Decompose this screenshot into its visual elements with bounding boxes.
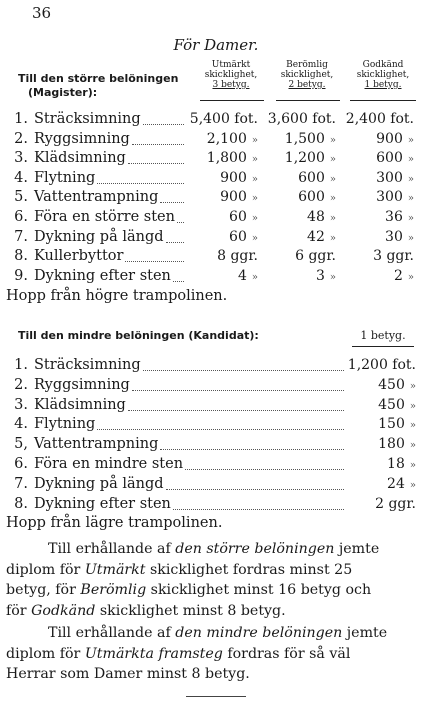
value-text: 1,800 (206, 150, 247, 167)
text: Till erhållande af (48, 625, 176, 641)
section2-heading: Till den mindre belöningen (Kandidat): (18, 329, 259, 342)
row-number: 5. (14, 189, 28, 206)
value-text: 6 ggr. (295, 248, 336, 265)
dot-leader (185, 469, 344, 470)
row-value (378, 396, 416, 414)
row-value (207, 130, 258, 148)
dot-leader (160, 449, 344, 450)
value-text: 36 (385, 209, 403, 225)
row-value (229, 228, 258, 246)
col-header-line: Berömlig (286, 60, 328, 70)
value-text: 900 (376, 130, 403, 147)
ditto-mark: » (407, 134, 414, 146)
ditto-mark: » (329, 213, 336, 224)
ditto-mark: » (329, 154, 336, 166)
row-value (295, 247, 336, 265)
row-number: 4. (14, 169, 28, 186)
col-godkand-header (346, 60, 420, 90)
dot-leader (166, 489, 344, 490)
ditto-mark: » (407, 213, 414, 224)
col-beromlig-header (272, 60, 342, 90)
dot-leader (97, 429, 344, 430)
value-text: 300 (376, 189, 403, 206)
ditto-mark: » (409, 400, 416, 412)
row-label: Sträcksimning (34, 111, 141, 127)
row-number: 2. (14, 130, 28, 147)
row-value (385, 208, 414, 226)
ditto-mark: » (409, 380, 416, 392)
value-text: 900 (220, 169, 247, 186)
emphasis: Utmärkt (84, 561, 146, 578)
dot-leader (128, 410, 344, 411)
dot-leader (173, 509, 344, 510)
text: skicklighet minst 8 betyg. (95, 602, 286, 619)
row-value (394, 267, 414, 285)
value-text: 150 (378, 416, 405, 433)
para-line (6, 539, 426, 560)
col-header-line: Godkänd (362, 60, 404, 70)
page-number: 36 (32, 4, 52, 22)
para-line (6, 560, 426, 581)
row-label: Dykning på längd (34, 228, 164, 245)
row-label: Klädsimning (34, 150, 126, 167)
dot-leader (177, 222, 184, 223)
column-brace (276, 100, 340, 101)
value-text: 300 (376, 169, 403, 186)
row-number: 7. (14, 228, 28, 245)
ditto-mark: » (251, 154, 258, 166)
text: jemte (334, 541, 380, 557)
value-text: 1,200 fot. (347, 357, 416, 373)
row-value (207, 149, 258, 167)
value-text: 2 (393, 267, 403, 284)
row-value (376, 188, 414, 206)
col-header-line: skicklighet, (204, 70, 258, 80)
dot-leader (97, 183, 184, 184)
row-label: Ryggsimning (34, 376, 130, 393)
row-label: Flytning (34, 169, 96, 186)
col-header-line: 3 betyg. (212, 80, 250, 90)
emphasis: den större belöningen (175, 541, 335, 557)
col-header-line: 1 betyg. (364, 80, 402, 90)
ditto-mark: » (251, 232, 258, 244)
value-text: 600 (376, 150, 403, 167)
row-value (348, 356, 416, 374)
row-value (378, 376, 416, 394)
dot-leader (125, 261, 184, 262)
row-number: 6. (14, 209, 28, 225)
value-text: 180 (378, 436, 405, 453)
value-text: 30 (385, 228, 403, 245)
dot-leader (128, 163, 184, 164)
value-text: 2,400 fot. (345, 111, 414, 127)
value-text: 48 (307, 209, 325, 225)
ditto-mark: » (329, 173, 336, 185)
section1-subheading: (Magister): (28, 86, 98, 99)
row-label: Dykning efter sten (34, 495, 171, 512)
row-label: Flytning (34, 416, 96, 433)
ditto-mark: » (407, 154, 414, 166)
text: diplom för (6, 645, 85, 662)
row-number: 2. (14, 376, 28, 393)
ditto-mark: » (407, 193, 414, 205)
ditto-mark: » (251, 193, 258, 205)
row-value (285, 130, 336, 148)
row-label: Vattentrampning (34, 436, 159, 453)
para-line (6, 623, 426, 644)
row-number: 1. (14, 111, 28, 127)
row-label: Föra en mindre sten (34, 456, 184, 472)
value-text: 450 (378, 396, 405, 413)
dot-leader (143, 370, 344, 371)
value-text: 3 (315, 267, 325, 284)
emphasis: Godkänd (31, 602, 96, 619)
row-label: Vattentrampning (34, 189, 159, 206)
row-value (298, 188, 336, 206)
row-value (220, 169, 258, 187)
value-text: 2 ggr. (375, 495, 416, 512)
para-line (6, 664, 426, 685)
row-value (378, 435, 416, 453)
text: Till erhållande af (48, 541, 176, 557)
row-value (298, 169, 336, 187)
value-text: 4 (237, 267, 247, 284)
row-number: 7. (14, 475, 28, 492)
column-brace (200, 100, 264, 101)
row-value (385, 228, 414, 246)
value-text: 2,100 (206, 130, 247, 147)
row-number: 9. (14, 267, 28, 284)
ditto-mark: » (251, 173, 258, 185)
row-label: Ryggsimning (34, 130, 130, 147)
column-brace (352, 346, 414, 347)
dot-leader (173, 281, 184, 282)
page-title: För Damer. (173, 36, 259, 54)
row-number: 8. (14, 495, 28, 512)
value-text: 1,200 (284, 150, 325, 167)
row-value (316, 267, 336, 285)
row-value (190, 110, 258, 128)
row-value (307, 228, 336, 246)
ditto-mark: » (407, 173, 414, 185)
row-number: 6. (14, 456, 28, 472)
col-header-line: skicklighet, (356, 70, 410, 80)
section2-footer: Hopp från lägre trampolinen. (6, 515, 223, 531)
ditto-mark: » (407, 271, 414, 283)
ditto-mark: » (409, 420, 416, 432)
value-text: 60 (229, 209, 247, 225)
row-value (387, 455, 416, 473)
text: för (6, 602, 32, 619)
value-text: 3,600 fot. (267, 111, 336, 127)
para-line (6, 644, 426, 665)
row-label: Sträcksimning (34, 357, 141, 373)
col-header-line: skicklighet, (280, 70, 334, 80)
row-number: 4. (14, 416, 28, 433)
para-line (6, 580, 426, 601)
text: jemte (342, 625, 388, 641)
row-value (376, 169, 414, 187)
value-text: 8 ggr. (217, 248, 258, 265)
ditto-mark: » (329, 193, 336, 205)
row-number: 1. (14, 357, 28, 373)
value-text: 24 (387, 475, 405, 492)
ditto-mark: » (251, 271, 258, 283)
row-value (220, 188, 258, 206)
value-text: 450 (378, 376, 405, 393)
dot-leader (132, 390, 344, 391)
value-text: 42 (307, 228, 325, 245)
row-number: 3. (14, 396, 28, 413)
col-header-line: 2 betyg. (288, 80, 326, 90)
text: diplom för (6, 561, 85, 578)
row-number: 3. (14, 150, 28, 167)
row-value (229, 208, 258, 226)
dot-leader (143, 124, 184, 125)
value-text: 18 (387, 456, 405, 472)
row-label: Kullerbyttor (34, 248, 124, 265)
row-value (238, 267, 258, 285)
ditto-mark: » (409, 460, 416, 471)
emphasis: Berömlig (80, 582, 147, 598)
text: Herrar som Damer minst 8 betyg. (6, 666, 250, 682)
dot-leader (166, 242, 184, 243)
col-header-line: Utmärkt (211, 60, 251, 70)
row-value (375, 495, 416, 513)
value-text: 5,400 fot. (189, 111, 258, 127)
row-number: 5, (14, 436, 28, 453)
value-text: 60 (229, 228, 247, 245)
dot-leader (160, 202, 184, 203)
row-value (268, 110, 336, 128)
ditto-mark: » (329, 271, 336, 283)
row-value (307, 208, 336, 226)
emphasis: den mindre belöningen (175, 625, 343, 641)
row-label: Dykning efter sten (34, 267, 171, 284)
row-value (387, 475, 416, 493)
row-value (217, 247, 258, 265)
value-text: 600 (298, 189, 325, 206)
section2-column-header: 1 betyg. (360, 329, 406, 342)
value-text: 3 ggr. (373, 248, 414, 265)
text: betyg, för (6, 582, 81, 598)
emphasis: Utmärkta framsteg (84, 645, 223, 662)
section1-footer: Hopp från högre trampolinen. (6, 288, 228, 304)
ditto-mark: » (407, 232, 414, 244)
ditto-mark: » (329, 232, 336, 244)
text: fordras för så väl (222, 645, 351, 662)
row-label: Klädsimning (34, 396, 126, 413)
text: skicklighet fordras minst 25 (145, 561, 353, 578)
paragraph-2 (6, 623, 426, 685)
end-rule (186, 696, 246, 697)
paragraph-1 (6, 539, 426, 621)
row-value (285, 149, 336, 167)
row-number: 8. (14, 248, 28, 265)
value-text: 1,500 (284, 130, 325, 147)
ditto-mark: » (409, 479, 416, 491)
row-value (376, 149, 414, 167)
row-value (373, 247, 414, 265)
column-brace (350, 100, 416, 101)
row-value (378, 415, 416, 433)
ditto-mark: » (329, 134, 336, 146)
ditto-mark: » (409, 440, 416, 452)
row-label: Dykning på längd (34, 475, 164, 492)
value-text: 900 (220, 189, 247, 206)
col-utmarkt-header (196, 60, 266, 90)
row-value (346, 110, 414, 128)
para-line (6, 601, 426, 622)
ditto-mark: » (251, 213, 258, 224)
value-text: 600 (298, 169, 325, 186)
dot-leader (132, 144, 184, 145)
text: skicklighet minst 16 betyg och (146, 582, 372, 598)
row-value (376, 130, 414, 148)
section1-heading: Till den större belöningen (18, 72, 179, 85)
ditto-mark: » (251, 134, 258, 146)
row-label: Föra en större sten (34, 209, 175, 225)
